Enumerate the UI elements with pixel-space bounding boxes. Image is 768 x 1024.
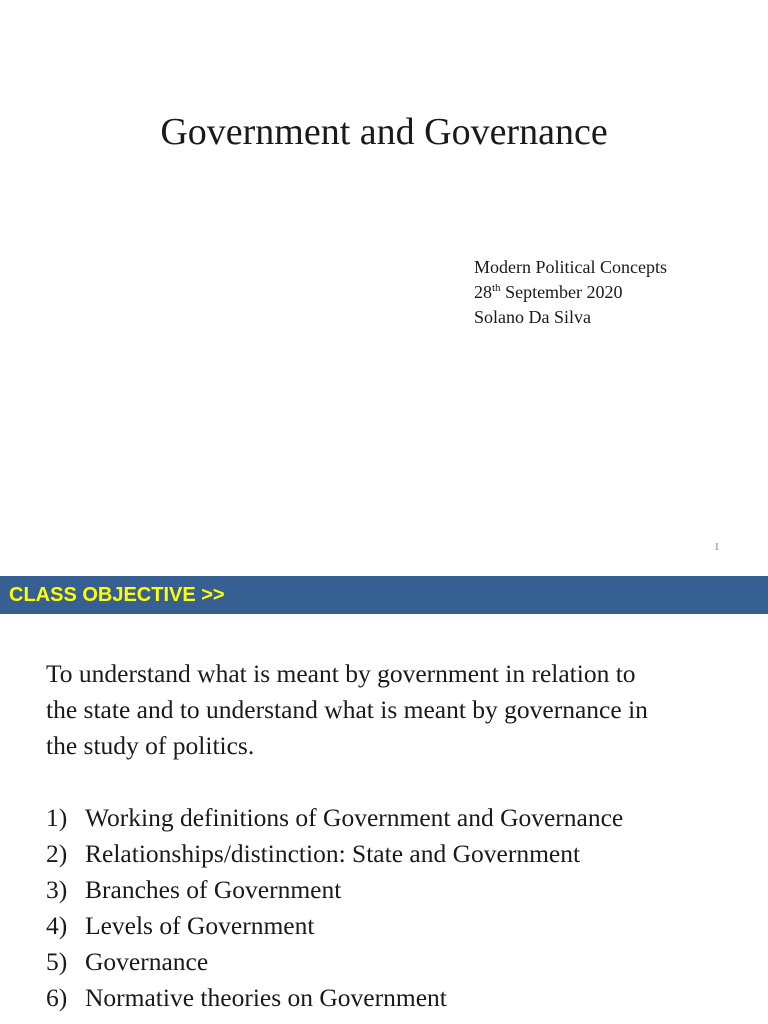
list-item	[46, 872, 623, 908]
list-text: Normative theories on Government	[85, 983, 447, 1012]
section-banner	[0, 576, 768, 614]
presentation-date	[474, 280, 667, 305]
intro-paragraph	[46, 656, 746, 764]
slide-number: 1	[714, 541, 720, 553]
course-name: Modern Political Concepts	[474, 257, 667, 277]
date-suffix: th	[492, 282, 501, 294]
intro-line: To understand what is meant by government in relation to	[46, 659, 636, 688]
banner-label: CLASS OBJECTIVE >>	[9, 584, 225, 606]
list-item	[46, 836, 623, 872]
author-name: Solano Da Silva	[474, 307, 591, 327]
list-number: 4)	[46, 911, 68, 940]
objective-slide	[0, 576, 768, 1024]
list-text: Levels of Government	[85, 911, 315, 940]
objectives-list	[46, 800, 623, 1016]
date-rest: September 2020	[500, 282, 623, 302]
intro-line: the state and to understand what is meant by governance in	[46, 695, 648, 724]
date-day: 28	[474, 282, 492, 302]
list-number: 1)	[46, 803, 68, 832]
list-number: 2)	[46, 839, 68, 868]
slide-subtitle-block	[474, 255, 667, 330]
list-number: 3)	[46, 875, 68, 904]
list-item	[46, 800, 623, 836]
list-text: Working definitions of Government and Governance	[85, 803, 624, 832]
slide-title: Government and Governance	[160, 111, 608, 153]
list-text: Governance	[85, 947, 209, 976]
list-number: 6)	[46, 983, 68, 1012]
list-text: Branches of Government	[85, 875, 342, 904]
list-item	[46, 908, 623, 944]
list-item	[46, 980, 623, 1016]
list-text: Relationships/distinction: State and Government	[85, 839, 581, 868]
intro-line: the study of politics.	[46, 731, 255, 760]
list-number: 5)	[46, 947, 68, 976]
list-item	[46, 944, 623, 980]
